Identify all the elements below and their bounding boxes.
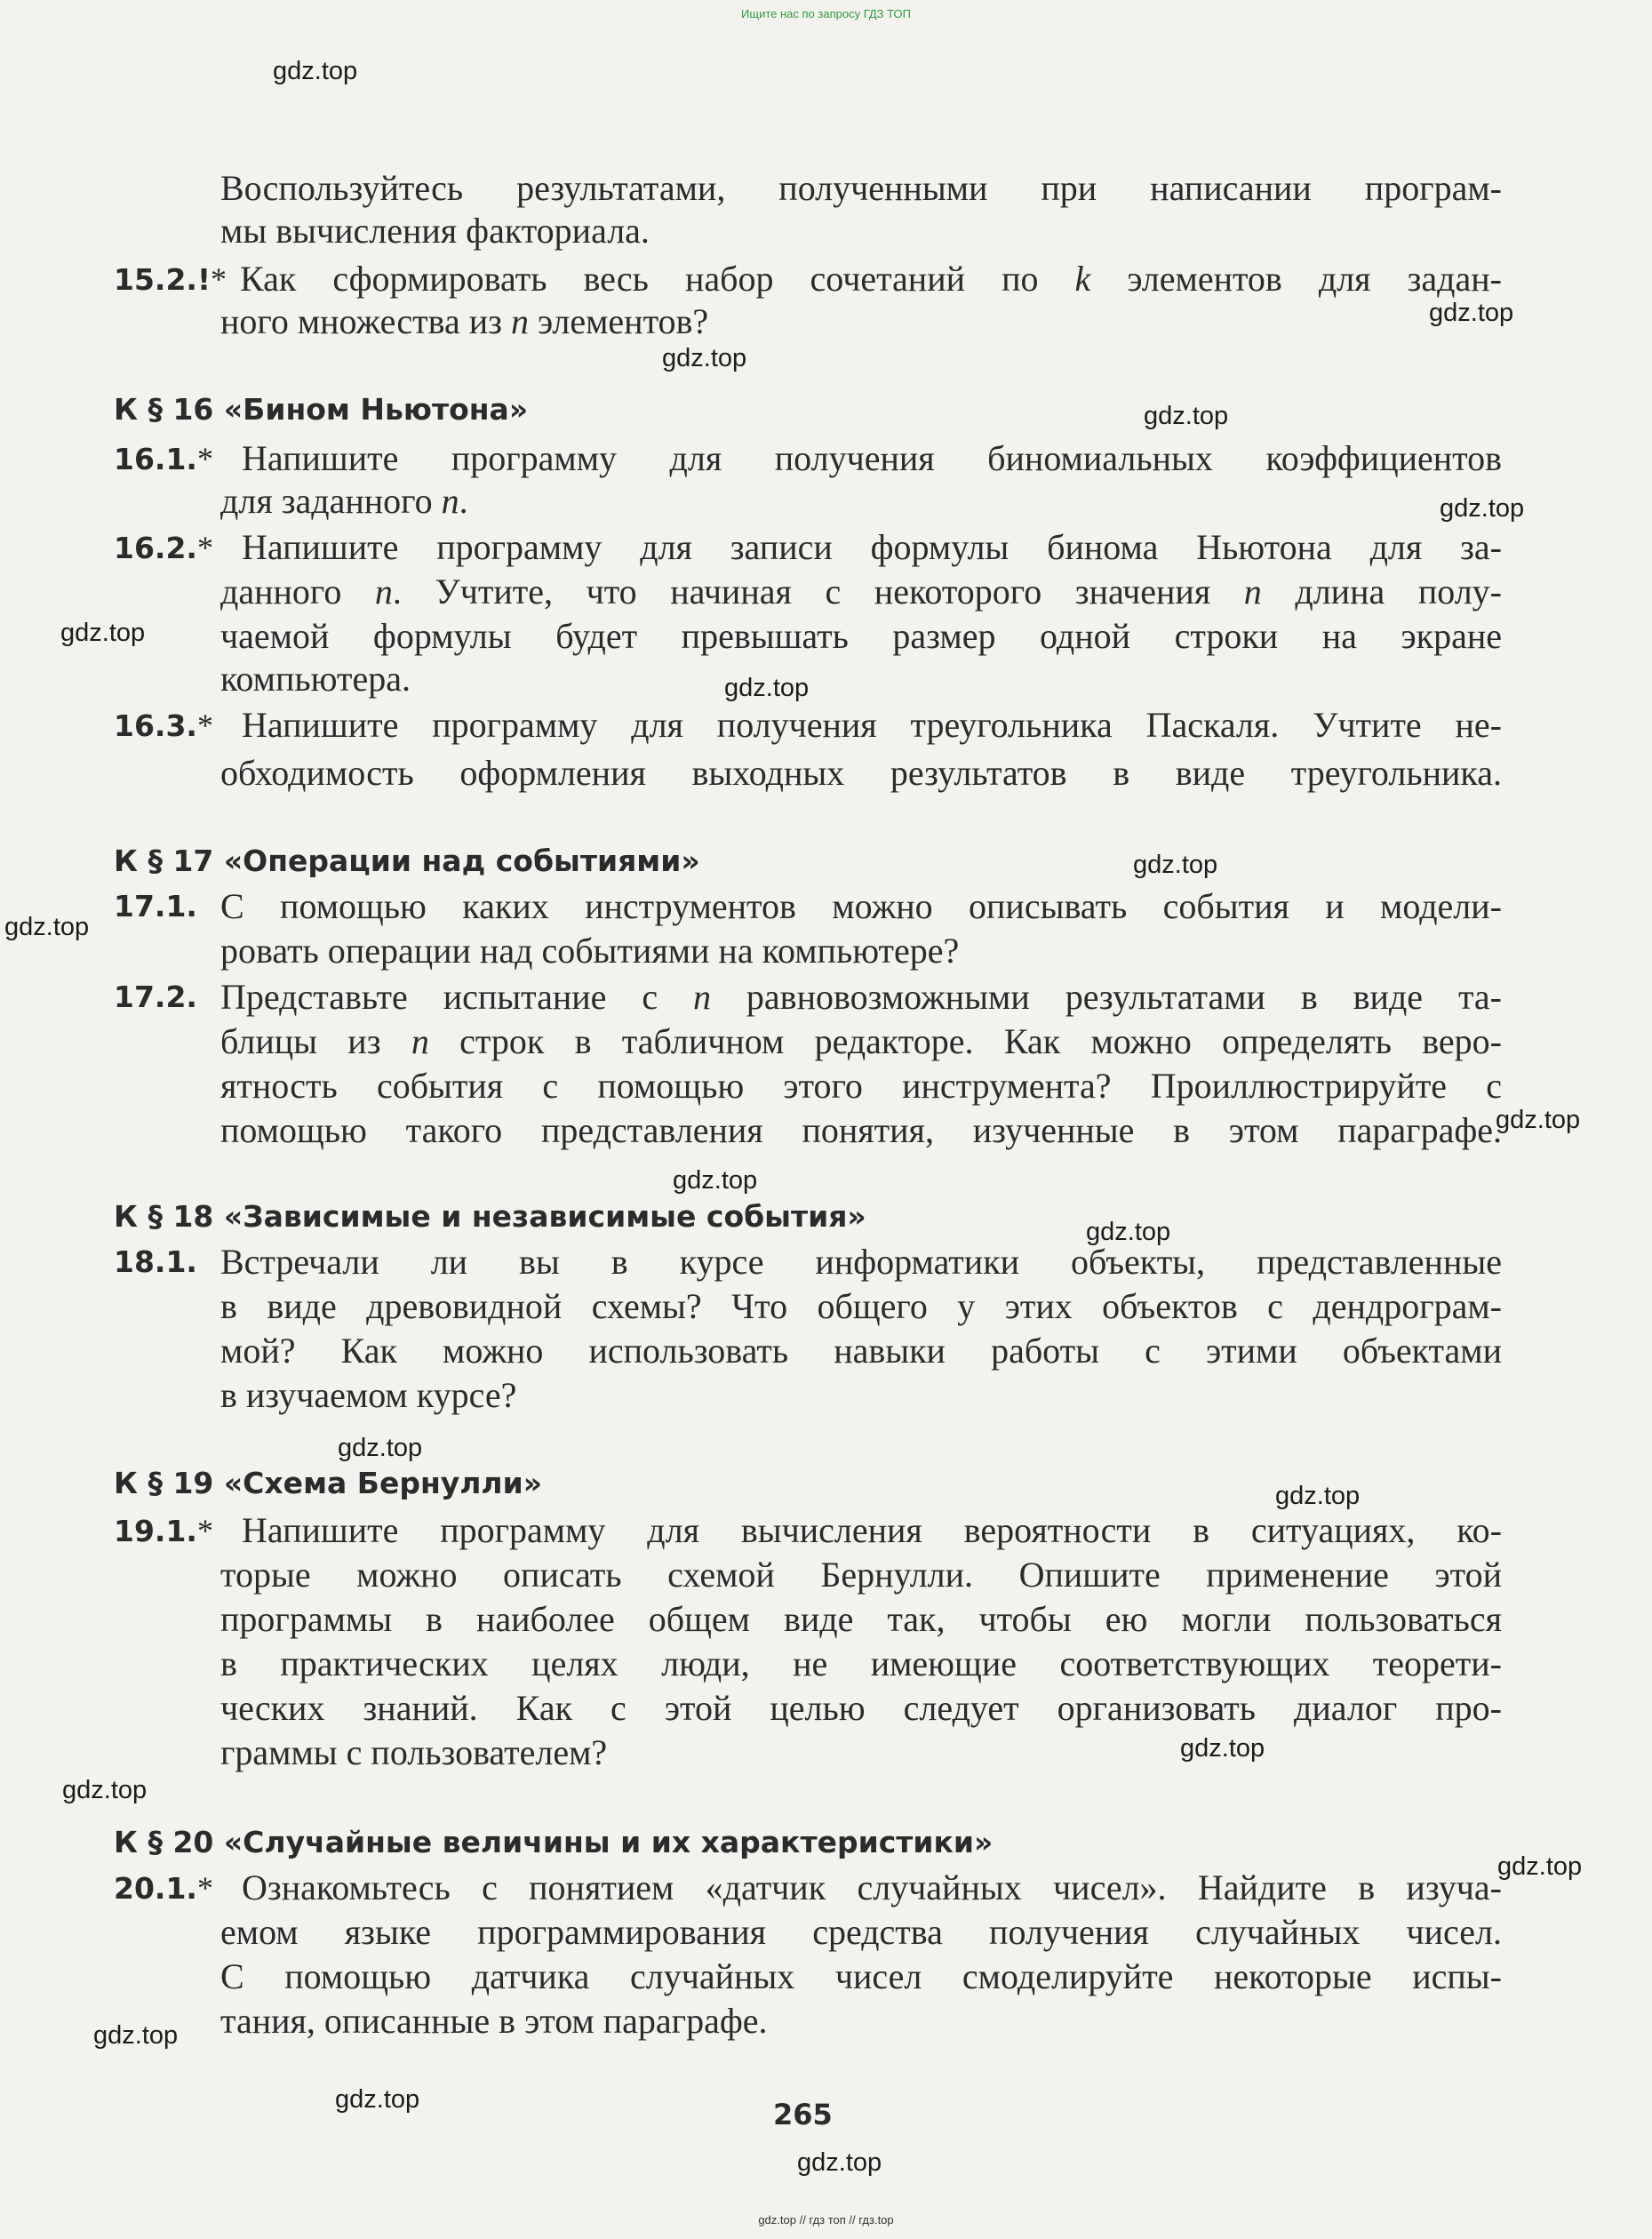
text-line: С помощью датчика случайных чисел смоделируйте некоторые испы- — [220, 1956, 1502, 1996]
text-line — [240, 258, 1502, 300]
text-line — [220, 1020, 1502, 1063]
bottom-banner: gdz.top // гдз топ // гдз.top — [758, 2213, 894, 2227]
text-span: . Учтите, что начиная с некоторого значения — [392, 572, 1244, 612]
text-line — [220, 571, 1502, 613]
section-heading: К § 16 «Бином Ньютона» — [114, 392, 529, 427]
watermark: gdz.top — [1496, 1106, 1581, 1134]
task-number-label: 19.1. — [114, 1514, 197, 1548]
text-line: компьютера. — [220, 659, 411, 699]
text-line: Напишите программу для записи формулы бинома Ньютона для за- — [242, 527, 1502, 567]
watermark: gdz.top — [1429, 299, 1514, 327]
text-line: в изучаемом курсе? — [220, 1375, 517, 1415]
task-number-label: 16.2. — [114, 531, 197, 565]
task-number-label: 16.3. — [114, 708, 197, 743]
task-number — [114, 1509, 213, 1553]
text-line: мы вычисления факториала. — [220, 211, 650, 251]
text-line: в практических целях люди, не имеющие соответствующих теорети- — [220, 1643, 1502, 1683]
text-line: граммы с пользователем? — [220, 1732, 608, 1772]
watermark: gdz.top — [335, 2085, 420, 2114]
section-heading: К § 19 «Схема Бернулли» — [114, 1466, 543, 1500]
math-variable: n — [374, 572, 393, 612]
math-variable: n — [441, 481, 459, 521]
task-number — [114, 885, 197, 928]
text-span: Представьте испытание с — [220, 977, 694, 1017]
watermark: gdz.top — [1144, 402, 1229, 430]
text-span: . — [459, 481, 468, 521]
watermark: gdz.top — [724, 674, 810, 702]
task-number — [114, 1241, 197, 1283]
watermark: gdz.top — [1275, 1482, 1361, 1510]
math-variable: k — [1074, 259, 1091, 299]
task-number-label: 17.1. — [114, 889, 197, 924]
text-line: емом языке программирования средства получения случайных чисел. — [220, 1912, 1502, 1952]
text-span: данного — [220, 572, 375, 612]
text-line — [220, 976, 1502, 1019]
watermark: gdz.top — [1133, 851, 1218, 879]
watermark: gdz.top — [797, 2148, 882, 2177]
text-line: Напишите программу для получения треугольника Паскаля. Учтите не- — [242, 705, 1502, 745]
text-line — [220, 480, 468, 523]
math-variable: n — [411, 1021, 429, 1061]
text-line: Воспользуйтесь результатами, полученными при написании програм- — [220, 168, 1502, 208]
text-span: элементов? — [528, 301, 709, 341]
math-variable: n — [510, 301, 529, 341]
text-span: длина полу- — [1261, 572, 1502, 612]
task-star: * — [196, 1870, 213, 1906]
task-number-label: 20.1. — [114, 1871, 197, 1906]
task-star: * — [196, 441, 213, 476]
section-heading: К § 18 «Зависимые и независимые события» — [114, 1199, 866, 1234]
task-star: * — [196, 530, 213, 565]
watermark: gdz.top — [338, 1434, 423, 1462]
text-span: равновозможными результатами в виде та- — [711, 977, 1503, 1017]
text-line: программы в наиболее общем виде так, чтобы ею могли пользоваться — [220, 1599, 1502, 1639]
watermark: gdz.top — [1180, 1734, 1265, 1763]
text-line: С помощью каких инструментов можно описывать события и модели- — [220, 886, 1502, 926]
watermark: gdz.top — [273, 57, 358, 85]
watermark: gdz.top — [1440, 494, 1525, 523]
watermark: gdz.top — [673, 1166, 758, 1195]
text-line: в виде древовидной схемы? Что общего у этих объектов с дендрограм- — [220, 1286, 1502, 1326]
text-span: строк в табличном редакторе. Как можно определять веро- — [428, 1021, 1502, 1061]
text-span: элементов для задан- — [1090, 259, 1502, 299]
task-star: * — [211, 261, 227, 297]
text-line: чаемой формулы будет превышать размер одной строки на экране — [220, 616, 1502, 656]
text-line: ятность события с помощью этого инструмента? Проиллюстрируйте с — [220, 1066, 1502, 1106]
text-line: тания, описанные в этом параграфе. — [220, 2001, 768, 2041]
task-number-label: 15.2.! — [114, 262, 211, 297]
math-variable: n — [693, 977, 712, 1017]
task-number — [114, 526, 213, 570]
task-number — [114, 1867, 213, 1910]
watermark: gdz.top — [662, 344, 747, 372]
task-number — [114, 258, 227, 301]
text-line — [220, 300, 708, 343]
text-line: ческих знаний. Как с этой целью следует организовать диалог про- — [220, 1688, 1502, 1728]
text-span: Как сформировать весь набор сочетаний по — [240, 259, 1075, 299]
text-span: блицы из — [220, 1021, 411, 1061]
task-number-label: 18.1. — [114, 1244, 197, 1279]
text-line: мой? Как можно использовать навыки работы с этими объектами — [220, 1331, 1502, 1371]
task-number — [114, 437, 213, 481]
text-span: для заданного — [220, 481, 442, 521]
text-line: обходимость оформления выходных результатов в виде треугольника. — [220, 753, 1502, 793]
watermark: gdz.top — [1497, 1852, 1583, 1881]
text-line: торые можно описать схемой Бернулли. Опишите применение этой — [220, 1555, 1502, 1595]
text-line: ровать операции над событиями на компьютере? — [220, 931, 960, 971]
task-number — [114, 976, 197, 1019]
page-number: 265 — [773, 2098, 833, 2131]
task-number-label: 16.1. — [114, 442, 197, 476]
section-heading: К § 17 «Операции над событиями» — [114, 844, 700, 878]
task-number-label: 17.2. — [114, 980, 197, 1014]
text-line: Ознакомьтесь с понятием «датчик случайных чисел». Найдите в изуча- — [242, 1867, 1502, 1907]
section-heading: К § 20 «Случайные величины и их характеристики» — [114, 1825, 994, 1859]
watermark: gdz.top — [4, 913, 90, 941]
text-line: Напишите программу для получения биномиальных коэффициентов — [242, 438, 1502, 478]
watermark: gdz.top — [1086, 1218, 1171, 1246]
watermark: gdz.top — [62, 1776, 148, 1804]
text-span: ного множества из — [220, 301, 511, 341]
top-banner: Ищите нас по запросу ГДЗ ТОП — [741, 7, 911, 20]
task-star: * — [196, 1513, 213, 1548]
task-star: * — [196, 708, 213, 743]
text-line: Напишите программу для вычисления вероятности в ситуациях, ко- — [242, 1510, 1502, 1550]
text-line: Встречали ли вы в курсе информатики объекты, представленные — [220, 1242, 1502, 1282]
watermark: gdz.top — [93, 2021, 179, 2050]
math-variable: n — [1243, 572, 1262, 612]
watermark: gdz.top — [60, 619, 146, 647]
text-line: помощью такого представления понятия, изученные в этом параграфе. — [220, 1110, 1502, 1150]
task-number — [114, 704, 213, 748]
